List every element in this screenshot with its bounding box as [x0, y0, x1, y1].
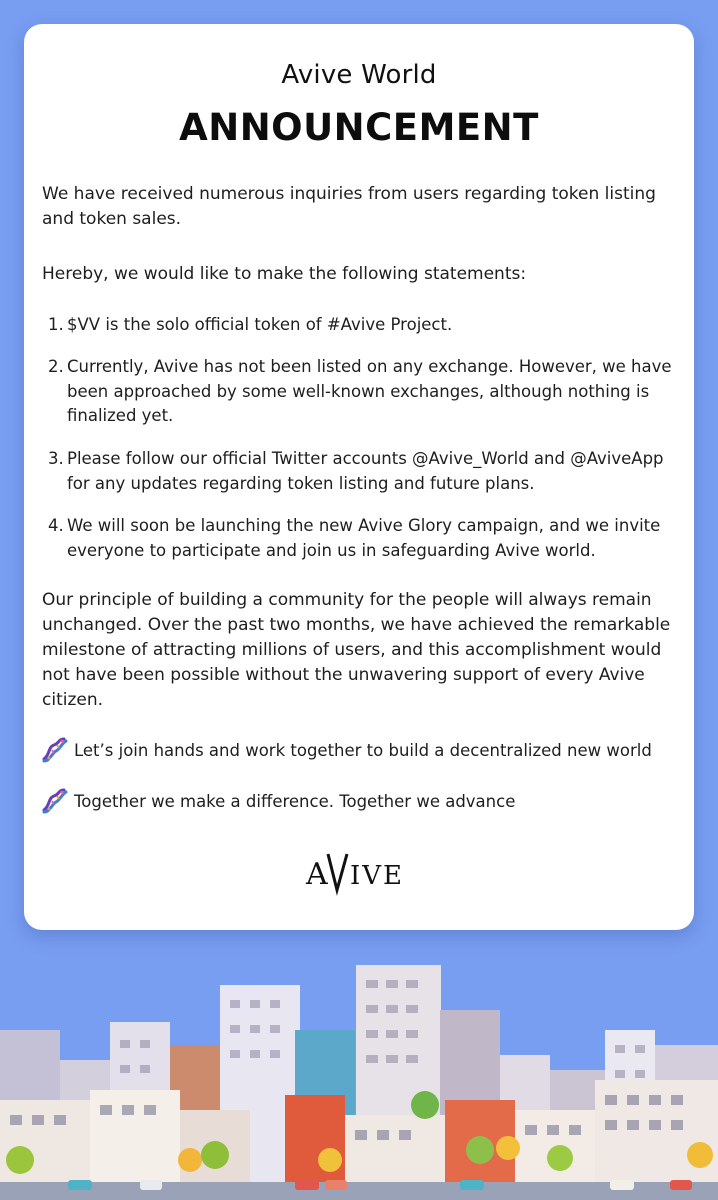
list-item-number: 1.: [48, 315, 64, 334]
list-item-number: 4.: [48, 516, 64, 535]
join-hands-line: [40, 737, 680, 763]
intro-paragraph: We have received numerous inquiries from users regarding token listing and token sales.: [42, 184, 656, 229]
list-item: [48, 355, 678, 429]
logo-right-letters: IVE: [350, 861, 405, 891]
avive-logo: [304, 846, 414, 896]
principle-paragraph: Our principle of building a community for the people will always remain unchanged. Over the past two months, we have achieved the remarkable milestone of attracting millions of users, and this accomplishment would not have been possible without the unwavering support of every Avive citizen.: [42, 590, 671, 710]
list-item-text: We will soon be launching the new Avive Glory campaign, and we invite everyone to participate and join us in safeguarding Avive world.: [67, 516, 661, 560]
dna-icon: [40, 737, 68, 763]
list-item-text: Please follow our official Twitter accounts @Avive_World and @AviveApp for any updates regarding token listing and future plans.: [67, 449, 664, 493]
announcement-heading: ANNOUNCEMENT: [179, 106, 539, 149]
list-item: [48, 514, 678, 563]
together-text: Together we make a difference. Together we advance: [74, 792, 516, 811]
dna-icon: [40, 788, 68, 814]
list-item: [48, 313, 678, 338]
logo-left-letter: A: [306, 857, 328, 892]
join-hands-text: Let’s join hands and work together to build a decentralized new world: [74, 741, 652, 760]
logo-v-mark: [328, 854, 347, 890]
list-item-text: Currently, Avive has not been listed on any exchange. However, we have been approached by some well-known exchanges, although nothing is finalized yet.: [67, 357, 672, 425]
statements-lead: Hereby, we would like to make the following statements:: [42, 264, 527, 284]
city-skyline-illustration: [0, 950, 718, 1200]
list-item-number: 3.: [48, 449, 64, 468]
list-item-text: $VV is the solo official token of #Avive Project.: [67, 315, 453, 334]
list-item: [48, 447, 678, 496]
together-line: [40, 788, 680, 814]
list-item-number: 2.: [48, 357, 64, 376]
brand-title: Avive World: [281, 60, 437, 90]
